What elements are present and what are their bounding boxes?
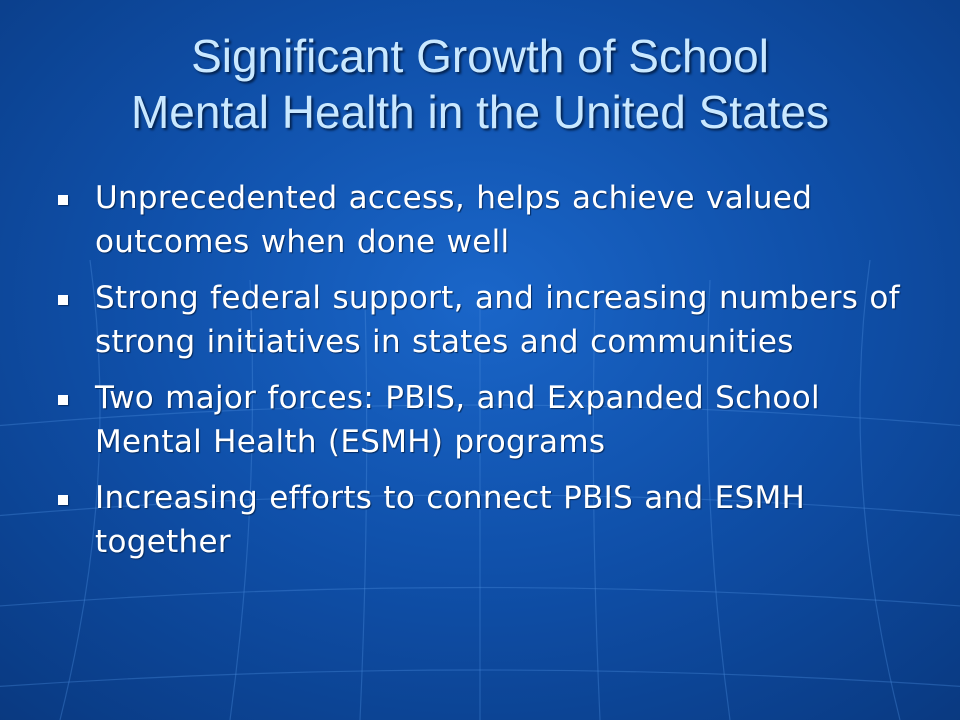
slide-title	[40, 28, 920, 140]
bullet-text: Unprecedented access, helps achieve valued outcomes when done well	[95, 180, 813, 260]
bullet-item	[58, 476, 918, 564]
title-line-1: Significant Growth of School	[191, 30, 769, 82]
square-bullet-icon	[58, 295, 68, 305]
title-line-2: Mental Health in the United States	[130, 86, 830, 138]
bullet-text: Two major forces: PBIS, and Expanded School Mental Health (ESMH) programs	[95, 380, 820, 460]
bullet-item	[58, 276, 918, 364]
square-bullet-icon	[58, 495, 68, 505]
bullet-item	[58, 376, 918, 464]
bullet-text: Increasing efforts to connect PBIS and ESMH together	[95, 480, 806, 560]
bullet-text: Strong federal support, and increasing numbers of strong initiatives in states and communities	[95, 280, 900, 360]
bullet-list	[58, 176, 918, 576]
square-bullet-icon	[58, 395, 68, 405]
bullet-item	[58, 176, 918, 264]
square-bullet-icon	[58, 195, 68, 205]
